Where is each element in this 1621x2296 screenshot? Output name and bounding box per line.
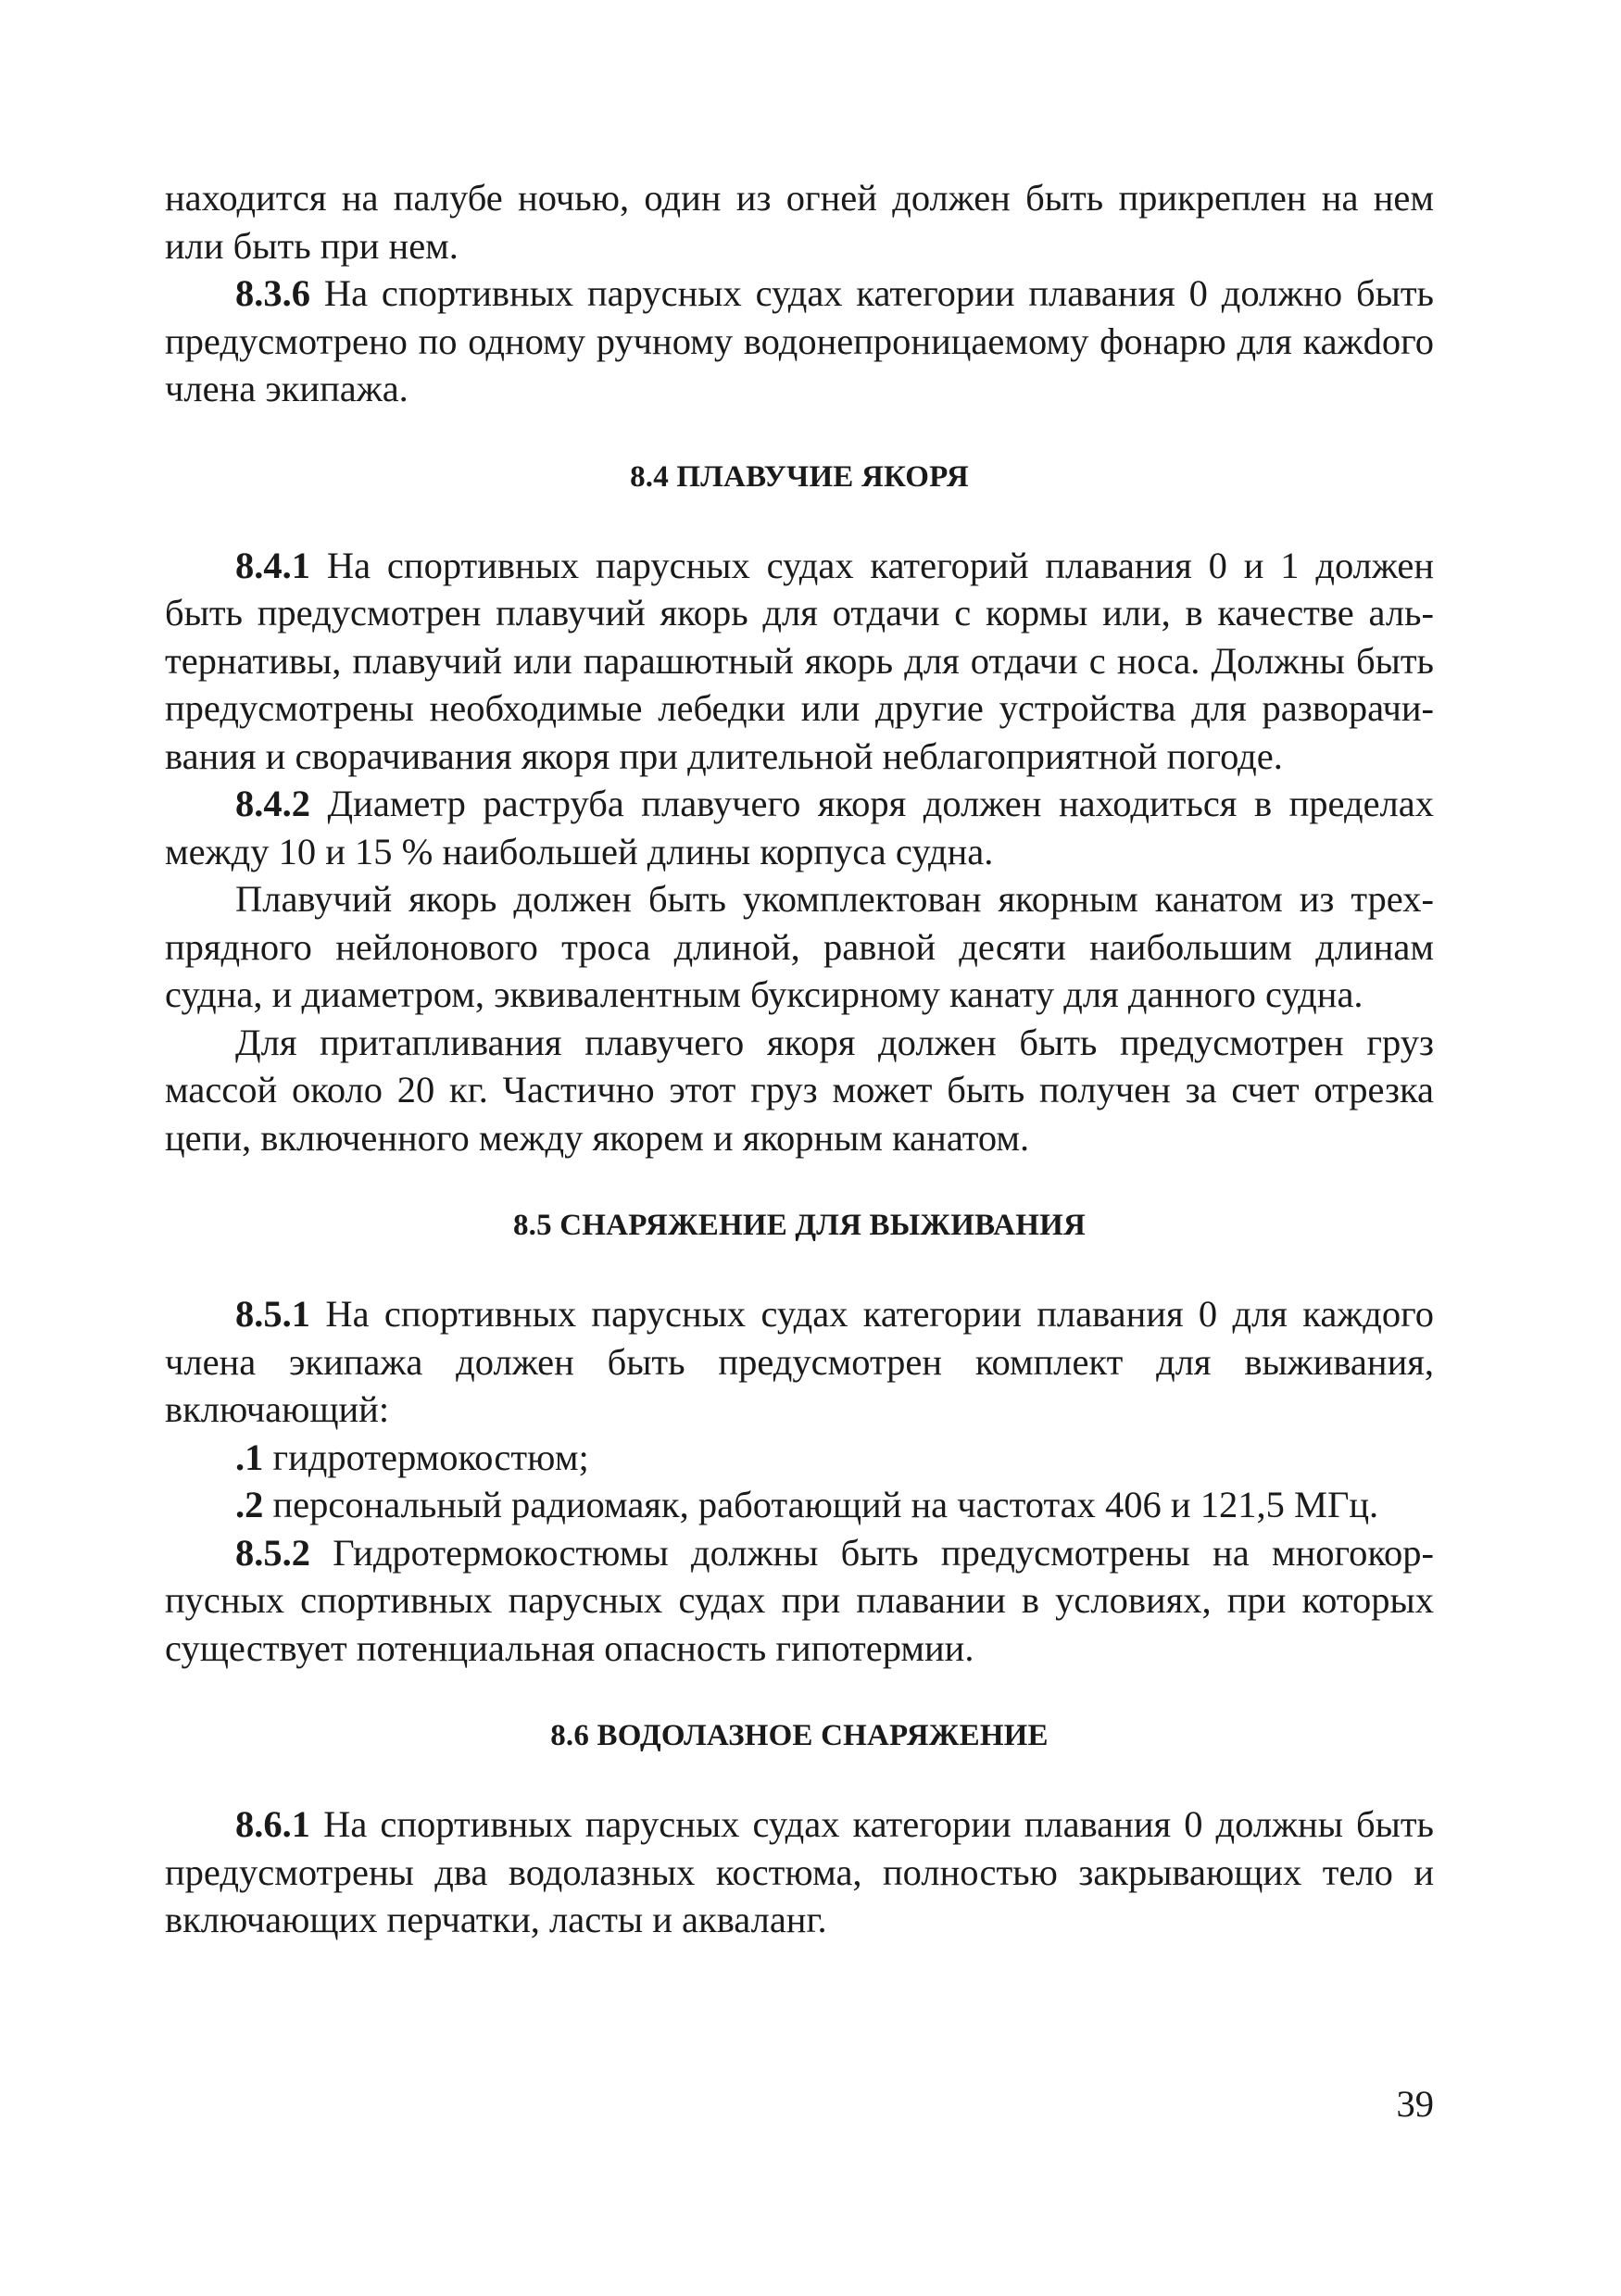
list-item-text: гидротермокостюм; xyxy=(263,1436,589,1478)
clause-text: Диаметр раструба плавучего якоря должен находиться в пределах между 10 и 15 % наибольшей длины корпуса судна. xyxy=(165,783,1434,872)
list-item-text: персональный радиомаяк, работающий на частотах 406 и 121,5 МГц. xyxy=(263,1484,1379,1525)
clause-number: 8.6.1 xyxy=(235,1803,310,1845)
paragraph-sea-anchor-weight: Для притапливания плавучего якоря должен быть предусмотрен груз массой около 20 кг. Частично этот груз может быть получен за счет отрезка цепи, включенного между якорем и якорным канатом. xyxy=(165,1021,1434,1159)
section-heading-8-4: 8.4 ПЛАВУЧИЕ ЯКОРЯ xyxy=(630,459,969,494)
clause-text: На спортивных парусных судах категории плавания 0 для каждого члена экипажа должен быть предусмотрен комплект для выживания, включающий: xyxy=(165,1293,1434,1430)
paragraph-8-4-1 xyxy=(165,542,1434,781)
list-item-number: .2 xyxy=(235,1484,264,1525)
paragraph-8-5-2 xyxy=(165,1529,1434,1673)
paragraph-sea-anchor-rope: Плавучий якорь должен быть укомплектован якорным канатом из трехпрядного нейлонового троса длиной, равной десяти наибольшим длинам судна, и диаметром, эквивалентным буксирному канату для данного судна. xyxy=(165,878,1434,1015)
clause-number: 8.5.2 xyxy=(235,1531,310,1574)
list-item-2 xyxy=(165,1481,1434,1529)
clause-number: 8.4.1 xyxy=(235,544,310,586)
clause-number: 8.3.6 xyxy=(235,272,310,314)
paragraph-8-6-1 xyxy=(165,1800,1434,1944)
paragraph-8-5-1 xyxy=(165,1290,1434,1434)
page-number: 39 xyxy=(1396,2083,1434,2125)
clause-text: На спортивных парусных судах категории плавания 0 должно быть предусмотрено по одному ручному водонепроницаемому фонарю для кажdого члена экипажа. xyxy=(165,272,1434,409)
paragraph-8-4-2 xyxy=(165,780,1434,875)
clause-text: На спортивных парусных судах категорий плавания 0 и 1 должен быть предусмотрен плавучий якорь для отдачи с кормы или, в качестве альтернативы, плавучий или парашютный якорь для отдачи с носа. Должны быть предусмотрены необходимые лебедки или другие устройства для разворачивания и сворачивания якоря при длительной неблагоприятной погоде. xyxy=(165,544,1434,777)
section-heading-8-5: 8.5 СНАРЯЖЕНИЕ ДЛЯ ВЫЖИВАНИЯ xyxy=(512,1209,1087,1242)
list-item-number: .1 xyxy=(235,1436,264,1478)
paragraph-continuation: находится на палубе ночью, один из огней должен быть прикреплен на нем или быть при нем. xyxy=(165,177,1434,267)
list-item-1 xyxy=(165,1434,1434,1482)
clause-number: 8.5.1 xyxy=(235,1293,310,1335)
clause-text: На спортивных парусных судах категории плавания 0 должны быть предусмотрены два водолазных костюма, полностью закрывающих тело и включающих перчатки, ласты и акваланг. xyxy=(165,1803,1434,1940)
document-body xyxy=(165,174,1434,1944)
section-heading-8-6: 8.6 ВОДОЛАЗНОЕ СНАРЯЖЕНИЕ xyxy=(550,1719,1049,1752)
clause-text: Гидротермокостюмы должны быть предусмотрены на многокорпусных спортивных парусных судах при плавании в условиях, при которых существует потенциальная опасность гипотермии. xyxy=(165,1531,1434,1669)
clause-number: 8.4.2 xyxy=(235,783,310,824)
paragraph-8-3-6 xyxy=(165,270,1434,413)
